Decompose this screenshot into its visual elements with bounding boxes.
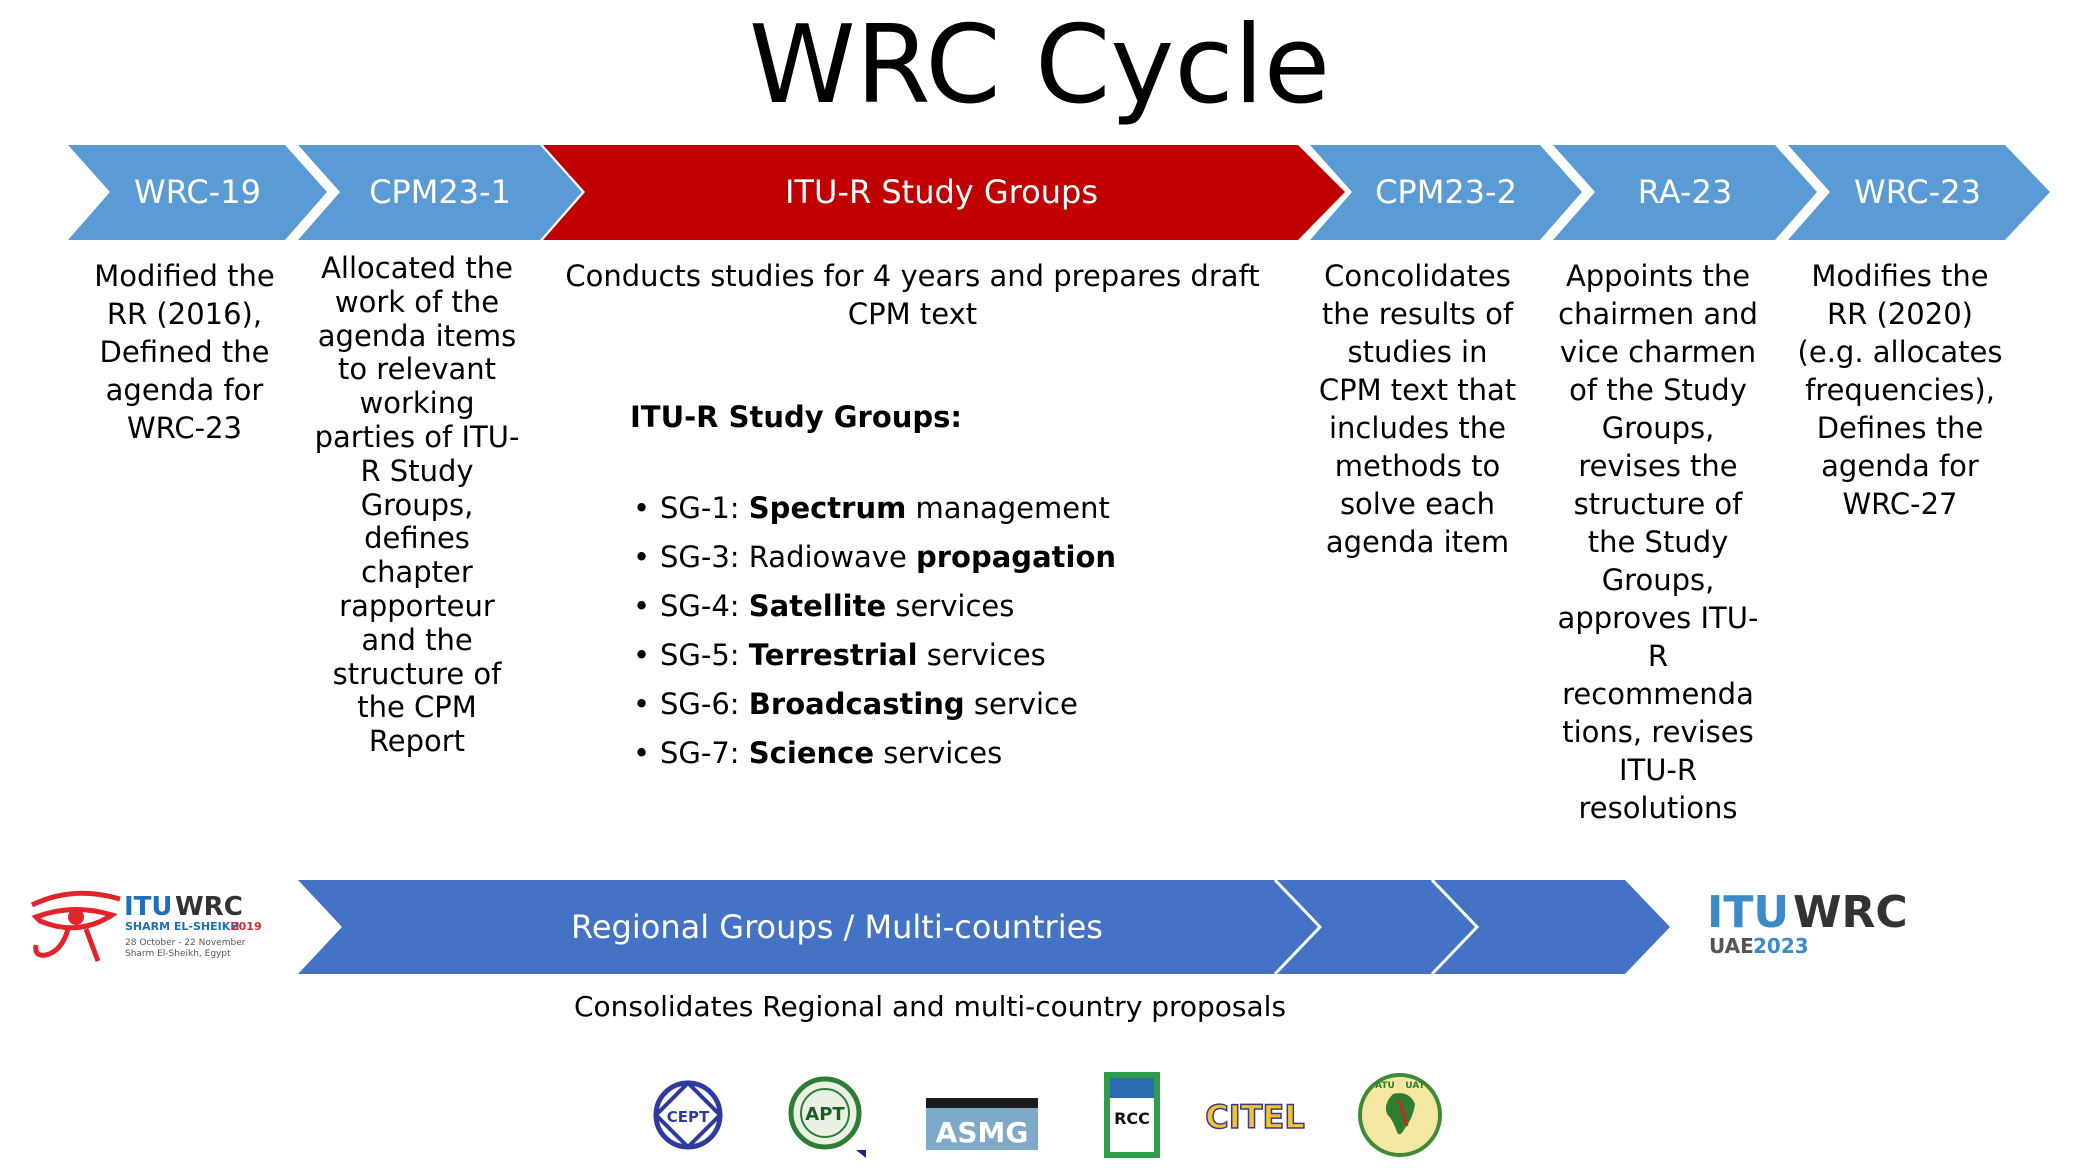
stage-label-wrc23: WRC-23: [1854, 173, 1981, 211]
stage-desc-ra23: Appoints the chairmen and vice charmen of the Study Groups, revises the structure of the Study Groups, approves ITU-R recommenda tions, revises ITU-R resolutions: [1557, 259, 1759, 825]
itu-wrc-2019-logo: [28, 885, 268, 970]
study-group-item: • SG-6: Broadcasting service: [630, 680, 1190, 729]
svg-text:CITEL: CITEL: [1205, 1098, 1305, 1136]
svg-text:ASMG: ASMG: [935, 1116, 1029, 1149]
svg-text:SHARM EL-SHEIKH: SHARM EL-SHEIKH: [125, 920, 240, 933]
page-title: WRC Cycle: [748, 3, 1331, 128]
stage-label-cpm23-1: CPM23-1: [369, 173, 511, 211]
asmg-logo: [922, 1070, 1042, 1160]
svg-text:UAT: UAT: [1405, 1081, 1425, 1091]
svg-text:WRC: WRC: [1793, 887, 1908, 938]
study-groups-panel: [630, 400, 1190, 778]
svg-text:UAE: UAE: [1709, 934, 1754, 958]
svg-text:2023: 2023: [1753, 934, 1809, 958]
regional-label: Regional Groups / Multi-countries: [571, 908, 1103, 946]
svg-text:CEPT: CEPT: [666, 1108, 710, 1126]
svg-text:ITU: ITU: [124, 892, 173, 922]
stage-label-cpm23-2: CPM23-2: [1375, 173, 1517, 211]
rcc-logo: [1100, 1070, 1164, 1160]
svg-text:APT: APT: [805, 1104, 845, 1125]
stage-label-wrc19: WRC-19: [134, 173, 261, 211]
study-group-item: • SG-5: Terrestrial services: [630, 631, 1190, 680]
stage-desc-wrc23: Modifies the RR (2020) (e.g. allocates frequencies), Defines the agenda for WRC-27: [1797, 259, 2003, 521]
cept-logo: [648, 1070, 728, 1160]
study-group-item: • SG-7: Science services: [630, 729, 1190, 778]
citel-logo: [1205, 1070, 1305, 1160]
atu-logo: [1355, 1070, 1445, 1160]
eye-of-horus-icon: [32, 893, 120, 961]
study-group-item: • SG-4: Satellite services: [630, 582, 1190, 631]
svg-text:ITU: ITU: [1707, 887, 1790, 938]
svg-text:28 October - 22 November: 28 October - 22 November: [125, 938, 246, 948]
svg-text:RCC: RCC: [1114, 1109, 1150, 1128]
stage-label-ra23: RA-23: [1637, 173, 1733, 211]
itu-wrc-2023-logo: [1705, 885, 1935, 965]
stage-desc-study-groups: Conducts studies for 4 years and prepares draft CPM text: [565, 259, 1260, 331]
stage-desc-cpm23-2: Concolidates the results of studies in CPM text that includes the methods to solve each agenda item: [1318, 259, 1517, 559]
stage-label-study-groups: ITU-R Study Groups: [784, 173, 1098, 211]
svg-text:WRC: WRC: [175, 892, 243, 922]
stage-desc-cpm23-1: Allocated the work of the agenda items to relevant working parties of ITU-R Study Groups, defines chapter rapporteur and the structure of the CPM Report: [314, 251, 520, 759]
stage-desc-wrc19: Modified the RR (2016), Defined the agenda for WRC-23: [94, 259, 275, 445]
study-group-item: • SG-1: Spectrum management: [630, 484, 1190, 533]
svg-text:Sharm El-Sheikh, Egypt: Sharm El-Sheikh, Egypt: [125, 949, 231, 959]
study-groups-list: [630, 484, 1190, 778]
svg-text:ATU: ATU: [1375, 1081, 1395, 1091]
apt-logo: [780, 1070, 870, 1160]
study-group-item: • SG-3: Radiowave propagation: [630, 533, 1190, 582]
regional-caption: Consolidates Regional and multi-country proposals: [573, 990, 1287, 1023]
svg-text:2019: 2019: [231, 920, 262, 933]
study-groups-heading: ITU-R Study Groups:: [630, 400, 963, 434]
